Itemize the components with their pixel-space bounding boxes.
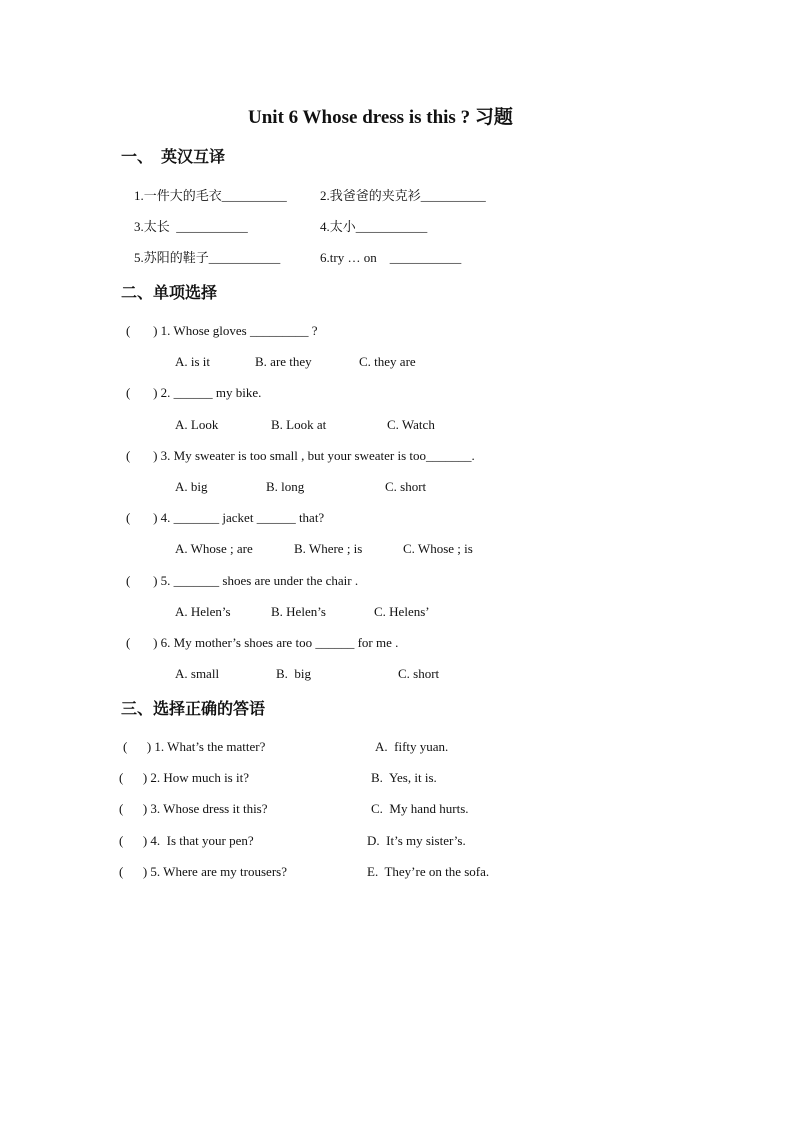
- matching-question: ( ) 1. What’s the matter?: [123, 739, 266, 754]
- matching-question: ( ) 5. Where are my trousers?: [119, 864, 287, 879]
- option: B. Where ; is: [294, 541, 363, 556]
- translation-item: 4.太小___________: [320, 219, 428, 234]
- option: B. long: [266, 479, 305, 494]
- matching-question: ( ) 2. How much is it?: [119, 770, 249, 785]
- question: ( ) 6. My mother’s shoes are too ______ for me .: [126, 635, 399, 650]
- translation-item: 5.苏阳的鞋子___________: [134, 250, 281, 265]
- translation-item: 1.一件大的毛衣__________: [134, 188, 287, 203]
- matching-question: ( ) 3. Whose dress it this?: [119, 801, 268, 816]
- option: C. Helens’: [374, 604, 430, 619]
- matching-answer: D. It’s my sister’s.: [367, 833, 466, 848]
- section-heading-multiple-choice: 二、单项选择: [121, 285, 218, 302]
- option: C. Whose ; is: [403, 541, 473, 556]
- option: B. Look at: [271, 417, 327, 432]
- question: ( ) 1. Whose gloves _________ ?: [126, 323, 318, 338]
- option: A. is it: [175, 354, 211, 369]
- matching-answer: C. My hand hurts.: [371, 801, 469, 816]
- matching-answer: B. Yes, it is.: [371, 770, 437, 785]
- option: A. Helen’s: [175, 604, 231, 619]
- option: A. small: [175, 666, 220, 681]
- option: B. are they: [255, 354, 312, 369]
- page-title: Unit 6 Whose dress is this ? 习题: [248, 107, 513, 128]
- matching-answer: A. fifty yuan.: [375, 739, 449, 754]
- translation-item: 3.太长 ___________: [134, 219, 248, 234]
- option: A. Whose ; are: [175, 541, 253, 556]
- option: B. big: [276, 666, 312, 681]
- question: ( ) 4. _______ jacket ______ that?: [126, 510, 325, 525]
- option: A. Look: [175, 417, 219, 432]
- question: ( ) 3. My sweater is too small , but your sweater is too_______.: [126, 448, 475, 463]
- option: C. short: [385, 479, 427, 494]
- translation-item: 2.我爸爸的夹克衫__________: [320, 188, 486, 203]
- question: ( ) 5. _______ shoes are under the chair .: [126, 573, 359, 588]
- matching-question: ( ) 4. Is that your pen?: [119, 833, 254, 848]
- matching-answer: E. They’re on the sofa.: [367, 864, 490, 879]
- question: ( ) 2. ______ my bike.: [126, 385, 262, 400]
- option: C. Watch: [387, 417, 435, 432]
- option: A. big: [175, 479, 208, 494]
- section-heading-matching: 三、选择正确的答语: [121, 701, 266, 718]
- option: B. Helen’s: [271, 604, 326, 619]
- translation-item: 6.try … on ___________: [320, 250, 462, 265]
- option: C. they are: [359, 354, 416, 369]
- section-heading-translation: 一、 英汉互译: [121, 149, 226, 166]
- option: C. short: [398, 666, 440, 681]
